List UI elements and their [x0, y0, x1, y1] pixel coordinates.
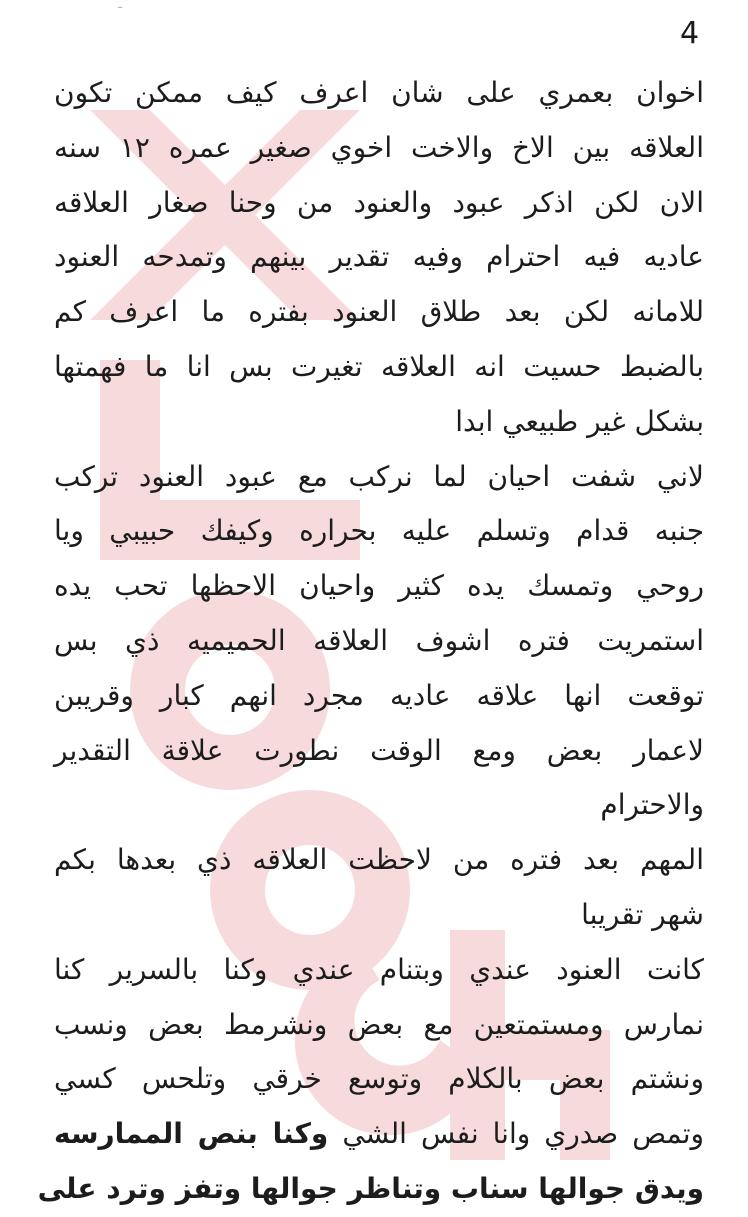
text-line-6: بالضبط حسيت انه العلاقه تغيرت بس انا ما فهمتها	[54, 349, 704, 383]
text-line-4: عاديه فيه احترام وفيه تقدير بينهم وتمدحه العنود	[54, 240, 704, 274]
page-number: 4	[680, 16, 700, 51]
text-line-14: والاحترام	[600, 788, 704, 822]
text-line-7: بشكل غير طبيعي ابدا	[455, 404, 704, 438]
text-line-19: ونشتم بعض بالكلام وتوسع خرقي وتلحس كسي	[54, 1062, 704, 1096]
text-line-21	[37, 1162, 704, 1217]
top-fragment-glyph: ـ	[118, 0, 123, 12]
text-line-10: روحي وتمسك يده كثير واحيان الاحظها تحب يده	[54, 569, 704, 603]
text-line-21-bold: ويدق جوالها سناب وتناظر جوالها وتفز وترد على	[37, 1171, 704, 1205]
text-line-20-bold: وكنا بنص الممارسه	[54, 1117, 329, 1151]
text-line-20-regular: وتمص صدري وانا نفس الشي	[328, 1117, 705, 1151]
text-line-9: جنبه قدام وتسلم عليه بحراره وكيفك حبيبي ويا	[54, 514, 704, 548]
text-line-8: لاني شفت احيان لما نركب مع عبود العنود تركب	[54, 459, 704, 493]
text-line-12: توقعت انها علاقه عاديه مجرد انهم كبار وقريبن	[54, 678, 704, 712]
text-line-2: العلاقه بين الاخ والاخت اخوي صغير عمره ١٢ سنه	[54, 130, 704, 164]
text-line-13: لاعمار بعض ومع الوقت نطورت علاقة التقدير	[54, 733, 704, 767]
text-line-3: الان لكن اذكر عبود والعنود من وحنا صغار العلاقه	[54, 185, 704, 219]
text-line-15: المهم بعد فتره من لاحظت العلاقه ذي بعدها بكم	[54, 843, 704, 877]
text-line-18: نمارس ومستمتعين مع بعض ونشرمط بعض ونسب	[54, 1007, 704, 1041]
text-line-11: استمريت فتره اشوف العلاقه الحميميه ذي بس	[54, 623, 704, 657]
top-edge-fragment	[0, 0, 748, 12]
text-line-16: شهر تقريبا	[581, 897, 704, 931]
text-line-20	[54, 1107, 704, 1162]
text-line-17: كانت العنود عندي وبتنام عندي وكنا بالسرير كنا	[54, 952, 704, 986]
text-line-1: اخوان بعمري على شان اعرف كيف ممكن تكون	[54, 76, 704, 109]
document-text	[37, 66, 705, 1217]
text-line-5: للامانه لكن بعد طلاق العنود بفتره ما اعرف كم	[54, 295, 704, 329]
